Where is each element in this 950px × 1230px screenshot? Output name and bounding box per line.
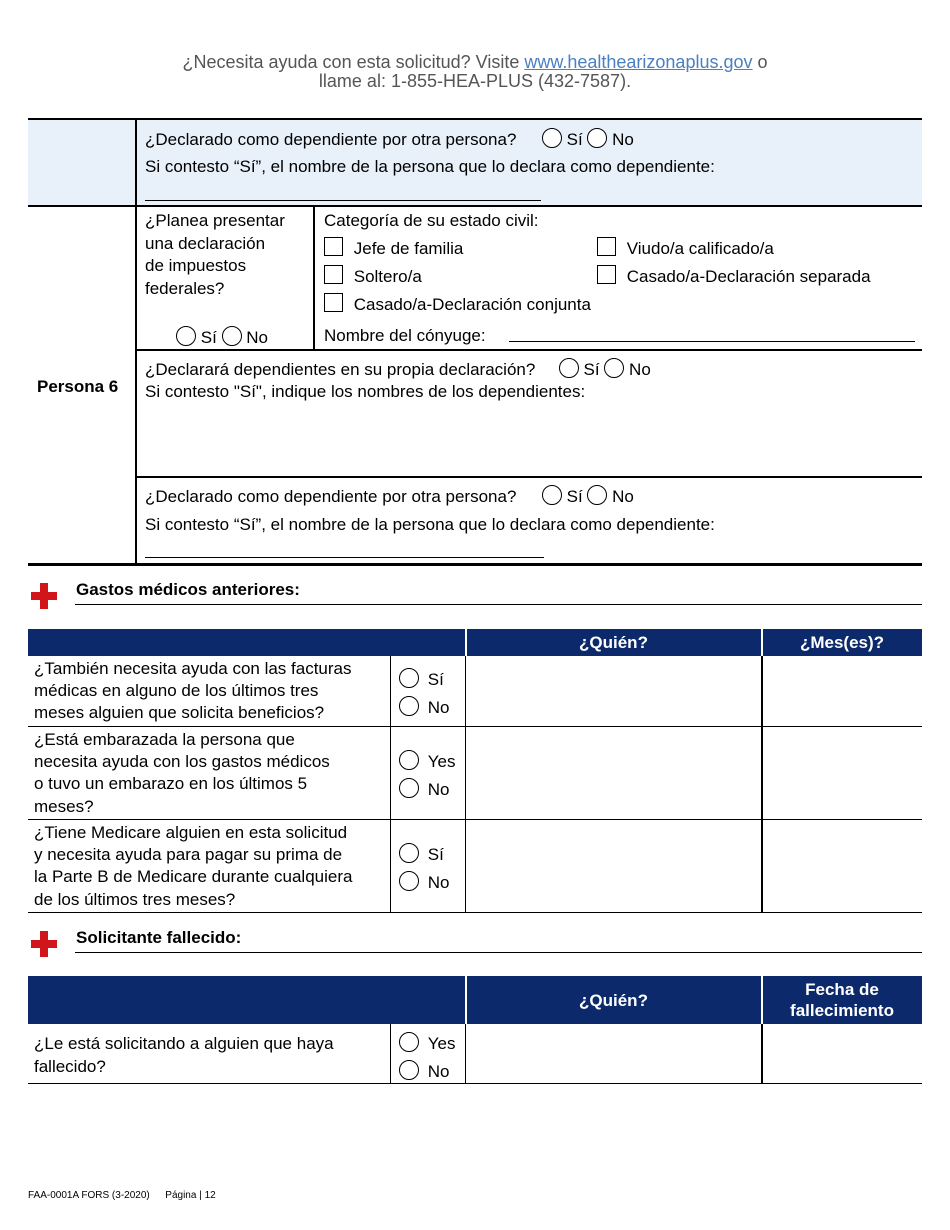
medical-title-rule (75, 604, 922, 605)
federal-radio-row: Sí No (176, 326, 268, 349)
federal-column-divider (313, 206, 315, 350)
medical-header-sep-2 (761, 629, 763, 656)
deceased-options-divider (390, 1024, 391, 1084)
deceased-row-rule (28, 1083, 922, 1084)
dependents-yes-radio[interactable] (559, 358, 579, 378)
head-of-household-checkbox[interactable] (324, 237, 343, 256)
filing-status-title: Categoría de su estado civil: (324, 211, 539, 230)
medical-row1-months-input[interactable] (764, 657, 921, 725)
medical-table-header (28, 629, 922, 656)
deceased-header-sep-1 (465, 976, 467, 1024)
left-column-divider (135, 118, 137, 565)
claimed-if-yes: Si contesto “Sí”, el nombre de la persona que lo declara como dependiente: (145, 515, 715, 534)
spouse-name-label: Nombre del cónyuge: (324, 326, 486, 345)
table-row: ¿Tiene Medicare alguien en esta solicitud y necesita ayuda para pagar su prima de la Parte B de Medicare durante cualquiera de los últimos tres meses? (34, 823, 353, 909)
dependents-top-rule (135, 349, 922, 351)
persona-6-label: Persona 6 (37, 377, 119, 396)
table-row: ¿Está embarazada la persona que necesita ayuda con los gastos médicos o tuvo un embarazo en los últimos 5 meses? (34, 730, 330, 816)
persona-block-bottom-rule (28, 563, 922, 566)
medical-col-who: ¿Quién? (579, 633, 648, 652)
top-claimed-no-radio[interactable] (587, 128, 607, 148)
deceased-who-divider (465, 1024, 466, 1084)
deceased-date-divider (761, 1024, 763, 1084)
top-claimer-name-input[interactable] (145, 200, 541, 201)
dependents-question-row: ¿Declarará dependientes en su propia declaración? Sí No (145, 360, 651, 379)
help-line-2: llame al: 1-855-HEA-PLUS (432-7587). (318, 71, 632, 91)
dependents-if-yes: Si contesto "Sí", indique los nombres de los dependientes: (145, 382, 586, 401)
help-line-1: ¿Necesita ayuda con esta solicitud? Visite www.healthearizonaplus.gov o (182, 52, 768, 72)
claimed-top-rule (135, 476, 922, 478)
deceased-yes-radio[interactable] (399, 1032, 419, 1052)
medical-row1-no-radio[interactable] (399, 696, 419, 716)
medical-row2-no: No (399, 778, 449, 801)
medical-options-divider (390, 656, 391, 913)
medical-row1-who-input[interactable] (467, 657, 760, 725)
qualifying-widow-checkbox[interactable] (597, 237, 616, 256)
top-claimed-question-row: ¿Declarado como dependiente por otra persona? Sí No (145, 130, 634, 149)
deceased-date-input[interactable] (764, 1025, 921, 1083)
medical-cross-icon (31, 583, 57, 609)
top-claimed-if-yes: Si contesto “Sí”, el nombre de la persona que lo declara como dependiente: (145, 157, 715, 176)
medical-row3-yes: Sí (399, 843, 444, 866)
deceased-cross-icon (31, 931, 57, 957)
website-link[interactable]: www.healthearizonaplus.gov (524, 52, 753, 72)
medical-who-divider (465, 656, 466, 913)
table-row: ¿Le está solicitando a alguien que haya fallecido? (34, 1034, 334, 1076)
medical-row1-no: No (399, 696, 449, 719)
claimed-yes-radio[interactable] (542, 485, 562, 505)
page-footer: FAA-0001A FORS (3-2020) Página | 12 (28, 1190, 216, 1201)
medical-section-title: Gastos médicos anteriores: (76, 580, 300, 599)
medical-months-divider (761, 656, 763, 913)
federal-no-radio[interactable] (222, 326, 242, 346)
medical-row3-no: No (399, 871, 449, 894)
married-joint-checkbox[interactable] (324, 293, 343, 312)
dependents-names-area[interactable] (140, 405, 920, 475)
medical-row2-no-radio[interactable] (399, 778, 419, 798)
deceased-no-radio[interactable] (399, 1060, 419, 1080)
medical-row3-who-input[interactable] (467, 821, 760, 911)
medical-row2-yes: Yes (399, 750, 455, 773)
table-row: ¿También necesita ayuda con las facturas médicas en alguno de los últimos tres meses alguien que solicita beneficios? (34, 659, 352, 723)
status-single: Soltero/a (324, 265, 422, 288)
top-claimed-yes-radio[interactable] (542, 128, 562, 148)
single-checkbox[interactable] (324, 265, 343, 284)
spouse-name-input[interactable] (509, 341, 915, 342)
federal-question: ¿Planea presentar una declaración de impuestos federales? (145, 211, 285, 298)
medical-row1-rule (28, 726, 922, 727)
deceased-col-date: Fecha de fallecimiento (790, 980, 894, 1020)
married-separate-checkbox[interactable] (597, 265, 616, 284)
status-married-separate: Casado/a-Declaración separada (597, 265, 871, 288)
medical-row2-months-input[interactable] (764, 728, 921, 818)
status-head-of-household: Jefe de familia (324, 237, 463, 260)
deceased-yes: Yes (399, 1032, 455, 1055)
medical-row2-yes-radio[interactable] (399, 750, 419, 770)
deceased-title-rule (75, 952, 922, 953)
top-block-bottom-rule (28, 205, 922, 207)
deceased-table-header (28, 976, 922, 1024)
deceased-section-title: Solicitante fallecido: (76, 928, 242, 947)
claimed-no-radio[interactable] (587, 485, 607, 505)
claimed-question-row: ¿Declarado como dependiente por otra persona? Sí No (145, 487, 634, 506)
medical-row1-yes: Sí (399, 668, 444, 691)
medical-row3-no-radio[interactable] (399, 871, 419, 891)
deceased-col-who: ¿Quién? (579, 990, 648, 1010)
claimer-name-input[interactable] (145, 557, 544, 558)
dependents-no-radio[interactable] (604, 358, 624, 378)
status-married-joint: Casado/a-Declaración conjunta (324, 293, 591, 316)
medical-row2-rule (28, 819, 922, 820)
medical-row3-yes-radio[interactable] (399, 843, 419, 863)
medical-row1-yes-radio[interactable] (399, 668, 419, 688)
medical-header-sep-1 (465, 629, 467, 656)
help-header (0, 53, 950, 91)
deceased-who-input[interactable] (467, 1025, 760, 1083)
medical-row3-rule (28, 912, 922, 913)
status-qualifying-widow: Viudo/a calificado/a (597, 237, 774, 260)
medical-col-months: ¿Mes(es)? (799, 633, 885, 652)
medical-row3-months-input[interactable] (764, 821, 921, 911)
deceased-header-sep-2 (761, 976, 763, 1024)
top-rule (28, 118, 922, 120)
federal-yes-radio[interactable] (176, 326, 196, 346)
deceased-no: No (399, 1060, 449, 1083)
medical-row2-who-input[interactable] (467, 728, 760, 818)
